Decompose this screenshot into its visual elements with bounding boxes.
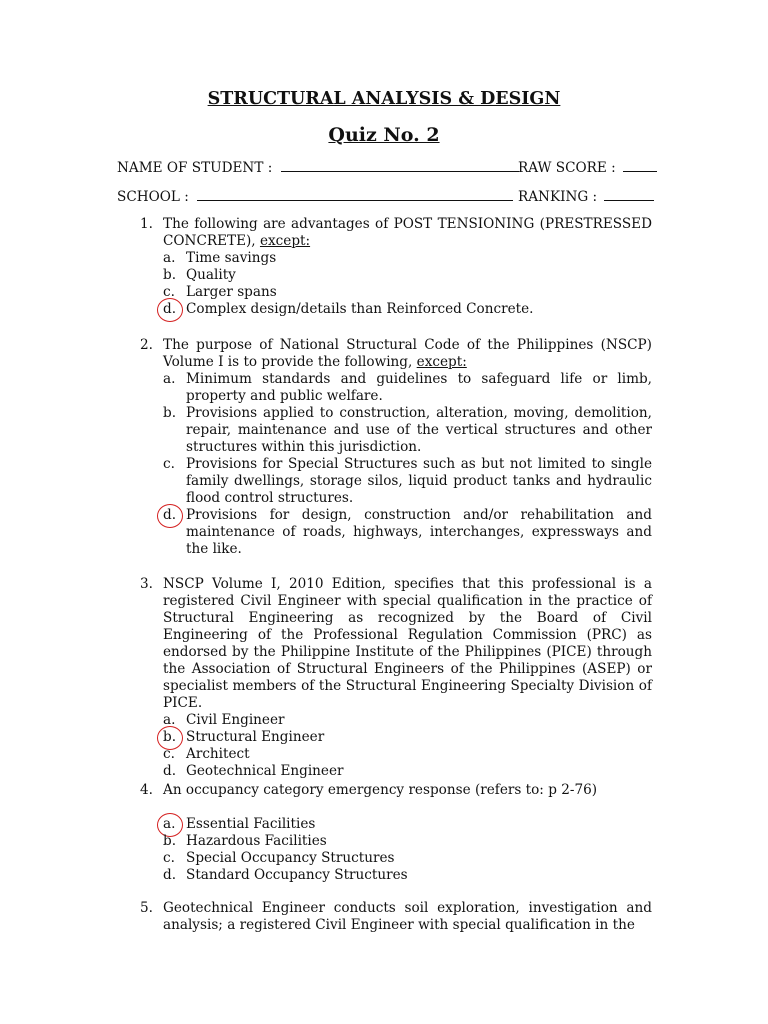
option-a[interactable]: a. Civil Engineer — [163, 712, 285, 728]
question-stem: The following are advantages of POST TENSIONING (PRESTRESSED CONCRETE), except: — [163, 216, 652, 249]
question-4 — [140, 782, 652, 884]
option-d[interactable]: d. Complex design/details than Reinforced Concrete. — [163, 301, 652, 318]
question-stem: An occupancy category emergency response (refers to: p 2-76) — [163, 782, 598, 798]
raw-score-blank-line[interactable] — [623, 158, 657, 172]
option-d[interactable]: d. Geotechnical Engineer — [163, 763, 344, 779]
option-b[interactable]: b. Structural Engineer — [163, 729, 652, 746]
option-b[interactable]: b. Provisions applied to construction, alteration, moving, demolition, repair, maintenance and use of the vertical structures and other structures within this jurisdiction. — [163, 405, 652, 455]
options-list — [140, 816, 652, 884]
question-number: 2. — [140, 337, 153, 353]
school-label: SCHOOL : — [117, 189, 189, 205]
except-keyword: except: — [416, 354, 467, 370]
answer-circle-mark — [157, 504, 183, 528]
raw-score-label: RAW SCORE : — [518, 160, 616, 176]
option-a[interactable]: a. Minimum standards and guidelines to safeguard life or limb, property and public welfare. — [163, 371, 652, 404]
raw-score-field-row — [518, 158, 657, 176]
option-c[interactable]: c. Architect — [163, 746, 250, 762]
ranking-field-row — [518, 187, 654, 205]
option-d[interactable]: d. Standard Occupancy Structures — [163, 867, 408, 883]
quiz-number-heading: Quiz No. 2 — [328, 124, 440, 146]
option-c[interactable]: c. Provisions for Special Structures such as but not limited to single family dwellings, storage silos, liquid product tanks and hydraulic flood control structures. — [163, 456, 652, 506]
school-field-row — [117, 187, 513, 205]
name-blank-line[interactable] — [281, 158, 519, 172]
name-label: NAME OF STUDENT : — [117, 160, 273, 176]
question-stem: NSCP Volume I, 2010 Edition, specifies that this professional is a registered Civil Engineer with special qualification in the practice of Structural Engineering as recognized by the Board of Civil Engineering of the Professional Regulation Commission (PRC) as endorsed by the Philippine Institute of the Philippines (PICE) through the Association of Structural Engineers of the Philippines (ASEP) or specialist members of the Structural Engineering Specialty Division of PICE. — [163, 576, 652, 711]
document-title: STRUCTURAL ANALYSIS & DESIGN — [207, 89, 561, 109]
question-stem: The purpose of National Structural Code of the Philippines (NSCP) Volume I is to provide the following, except: — [163, 337, 652, 370]
question-stem: Geotechnical Engineer conducts soil exploration, investigation and analysis; a registered Civil Engineer with special qualification in the — [163, 900, 652, 933]
ranking-blank-line[interactable] — [604, 187, 654, 201]
options-list — [140, 371, 652, 558]
options-list — [140, 712, 652, 780]
school-blank-line[interactable] — [197, 187, 513, 201]
question-number: 4. — [140, 782, 153, 798]
except-keyword: except: — [259, 233, 311, 249]
option-a[interactable]: a. Time savings — [163, 250, 277, 266]
name-field-row — [117, 158, 519, 176]
option-d[interactable]: d. Provisions for design, construction and/or rehabilitation and maintenance of roads, highways, interchanges, expressways and the like. — [163, 507, 652, 558]
question-number: 1. — [140, 216, 153, 232]
question-number: 3. — [140, 576, 153, 592]
answer-circle-mark — [157, 298, 183, 322]
option-c[interactable]: c. Larger spans — [163, 284, 277, 300]
question-1 — [140, 216, 652, 318]
option-c[interactable]: c. Special Occupancy Structures — [163, 850, 395, 866]
question-number: 5. — [140, 900, 153, 916]
question-2 — [140, 337, 652, 558]
option-b[interactable]: b. Quality — [163, 267, 236, 283]
option-a[interactable]: a. Essential Facilities — [163, 816, 652, 833]
option-b[interactable]: b. Hazardous Facilities — [163, 833, 327, 849]
options-list — [140, 250, 652, 318]
question-5 — [140, 900, 652, 934]
question-3 — [140, 576, 652, 780]
ranking-label: RANKING : — [518, 189, 598, 205]
